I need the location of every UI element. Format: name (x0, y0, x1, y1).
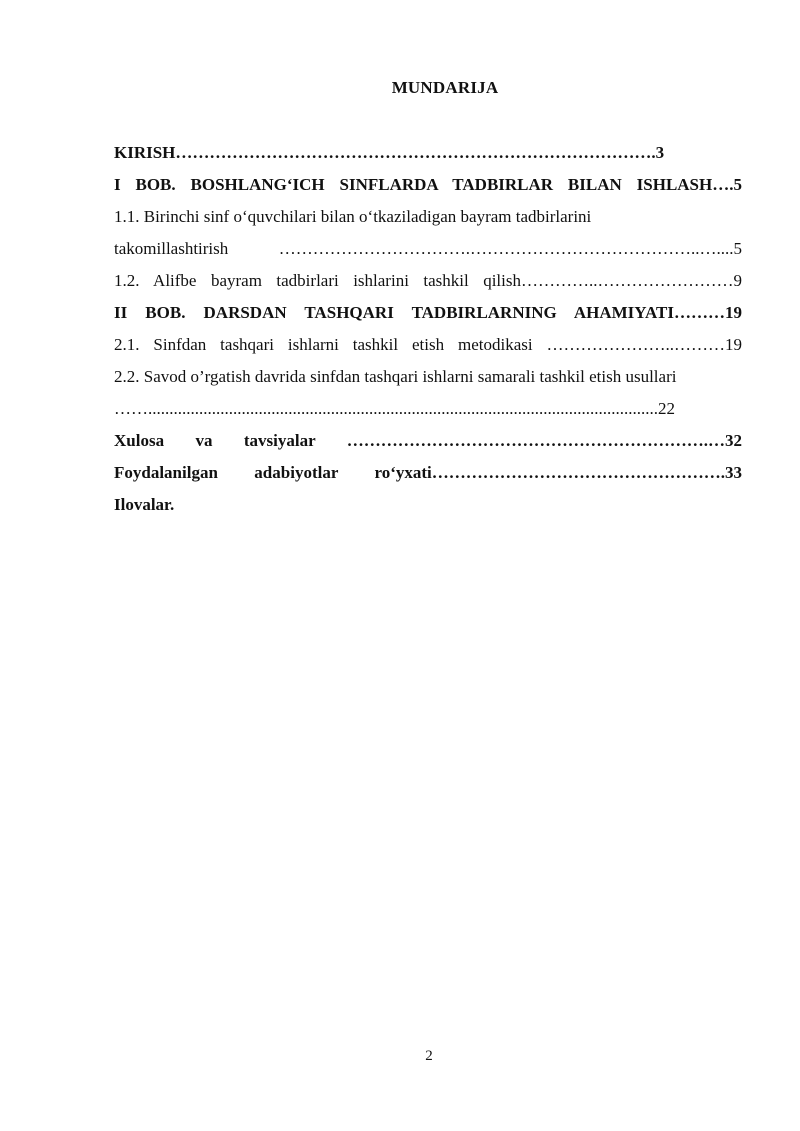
toc-entry-text: ……........................................................................................................................22 (114, 399, 675, 418)
toc-entry-chapter-2 (114, 301, 742, 333)
toc-entry-references (114, 461, 742, 493)
toc-entry-text: 1.1. Birinchi sinf o‘quvchilari bilan o‘tkaziladigan bayram tadbirlarini (114, 207, 592, 226)
toc-entry-text: Foydalanilgan adabiyotlar ro‘yxati…………………………………………….33 (114, 463, 742, 482)
toc-entry-conclusion (114, 429, 742, 461)
toc-entry-text: 1.2. Alifbe bayram tadbirlari ishlarini tashkil qilish…………..……………………9 (114, 271, 742, 290)
toc-entry-text: takomillashtirish …………………………….…………………………………..…....5 (114, 239, 742, 258)
toc-entry-section-1-1 (114, 205, 742, 237)
toc-entry-text: KIRISH………………………………………………………………………….3 (114, 143, 665, 162)
toc-entry-text: Ilovalar. (114, 495, 175, 514)
page-number: 2 (425, 1048, 433, 1064)
table-of-contents (114, 141, 742, 525)
toc-entry-text: I BOB. BOSHLANG‘ICH SINFLARDA TADBIRLAR BILAN ISHLASH….5 (114, 175, 742, 194)
toc-entry-introduction (114, 141, 742, 173)
toc-entry-text: 2.2. Savod o’rgatish davrida sinfdan tashqari ishlarni samarali tashkil etish usullari (114, 367, 677, 386)
toc-entry-section-2-2 (114, 365, 742, 397)
toc-entry-section-1-1-continued (114, 237, 742, 269)
toc-entry-section-2-1 (114, 333, 742, 365)
toc-entry-chapter-1 (114, 173, 742, 205)
toc-entry-section-2-2-continued (114, 397, 742, 429)
toc-entry-text: II BOB. DARSDAN TASHQARI TADBIRLARNING AHAMIYATI………19 (114, 303, 742, 322)
toc-entry-section-1-2 (114, 269, 742, 301)
toc-entry-text: Xulosa va tavsiyalar ……………………………………………………….…32 (114, 431, 742, 450)
toc-entry-appendices (114, 493, 742, 525)
toc-entry-text: 2.1. Sinfdan tashqari ishlarni tashkil etish metodikasi …………………..………19 (114, 335, 742, 354)
page-title: MUNDARIJA (391, 78, 499, 97)
